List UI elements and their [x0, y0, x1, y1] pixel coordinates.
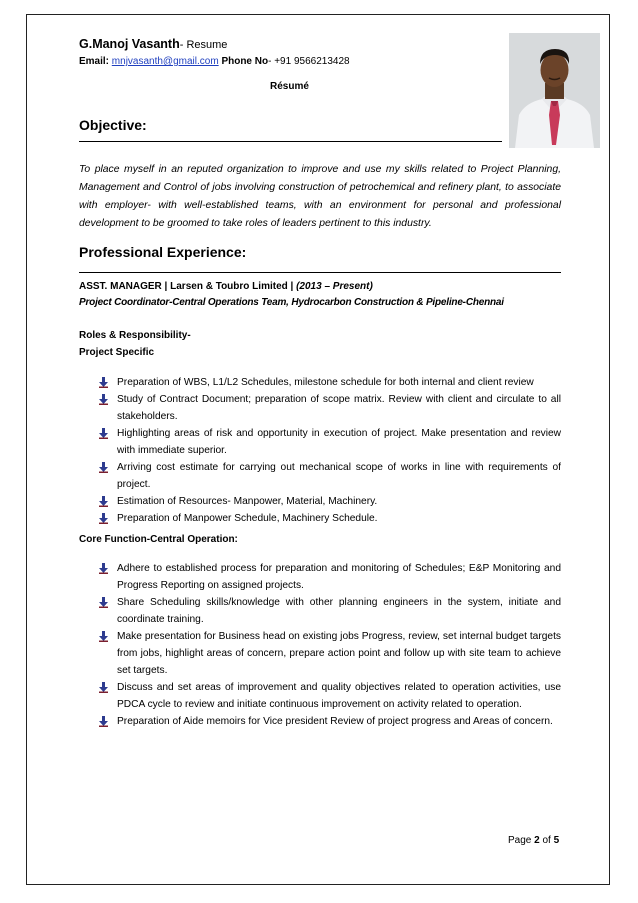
page-number — [508, 835, 559, 846]
page-label: Page — [508, 835, 532, 846]
list-item: Estimation of Resources- Manpower, Material, Machinery. — [98, 493, 561, 510]
project-specific-list — [98, 374, 561, 527]
phone-label: Phone No — [221, 56, 269, 67]
experience-heading: Professional Experience: — [79, 244, 247, 260]
bullet-arrow-icon — [98, 563, 109, 574]
email-label: Email: — [79, 56, 110, 67]
page-of: of — [542, 835, 551, 846]
list-item: Preparation of Aide memoirs for Vice president Review of project progress and Areas of concern. — [98, 713, 561, 730]
bullet-arrow-icon — [98, 597, 109, 608]
bullet-arrow-icon — [98, 631, 109, 642]
phone-number: - +91 9566213428 — [268, 56, 350, 67]
project-specific-heading: Project Specific — [79, 347, 155, 358]
candidate-name: G.Manoj Vasanth — [79, 37, 180, 51]
position-line — [79, 281, 373, 292]
list-item: Adhere to established process for preparation and monitoring of Schedules; E&P Monitoring and Progress Reporting on assigned projects. — [98, 560, 561, 594]
bullet-arrow-icon — [98, 394, 109, 405]
position-period: (2013 – Present) — [296, 281, 373, 292]
contact-line — [79, 56, 350, 67]
list-item: Study of Contract Document; preparation of scope matrix. Review with client and circulate to all stakeholders. — [98, 391, 561, 425]
email-link[interactable]: mnjvasanth@gmail.com — [111, 56, 219, 67]
bullet-arrow-icon — [98, 377, 109, 388]
name-line — [79, 37, 227, 51]
name-suffix: - Resume — [179, 39, 228, 51]
list-item: Highlighting areas of risk and opportunity in execution of project. Make presentation and review with immediate superior. — [98, 425, 561, 459]
list-item: Preparation of Manpower Schedule, Machinery Schedule. — [98, 510, 561, 527]
core-function-list — [98, 560, 561, 730]
resume-title: Résumé — [270, 81, 309, 92]
objective-heading: Objective: — [79, 117, 147, 133]
bullet-arrow-icon — [98, 428, 109, 439]
profile-photo — [509, 33, 600, 148]
objective-text: To place myself in an reputed organization to improve and use my skills related to Project Planning, Management and Control of jobs involving construction of petrochemical and refinery plant, to associate with employer- with well-established teams, with an environment for personal and professional development to be groomed to take roles of leaders pertinent to this industry. — [79, 164, 561, 229]
bullet-arrow-icon — [98, 716, 109, 727]
list-item: Arriving cost estimate for carrying out mechanical scope of works in line with requirements of project. — [98, 459, 561, 493]
person-portrait-icon — [509, 33, 600, 148]
list-item: Share Scheduling skills/knowledge with other planning engineers in the system, initiate and coordinate training. — [98, 594, 561, 628]
experience-divider — [79, 272, 561, 273]
page-total: 5 — [553, 835, 560, 846]
list-item: Make presentation for Business head on existing jobs Progress, review, set internal budget targets from jobs, highlight areas of concern, prepare action point and follow up with site team to achieve set targets. — [98, 628, 561, 679]
core-function-heading: Core Function-Central Operation: — [79, 534, 238, 545]
list-item: Preparation of WBS, L1/L2 Schedules, milestone schedule for both internal and client review — [98, 374, 561, 391]
list-item: Discuss and set areas of improvement and quality objectives related to operation activities, use PDCA cycle to review and initiate continuous improvement on activity related to operation. — [98, 679, 561, 713]
bullet-arrow-icon — [98, 513, 109, 524]
bullet-arrow-icon — [98, 682, 109, 693]
position-title: ASST. MANAGER | Larsen & Toubro Limited | — [79, 281, 294, 292]
roles-heading: Roles & Responsibility- — [79, 330, 191, 341]
page-current: 2 — [534, 835, 540, 846]
bullet-arrow-icon — [98, 462, 109, 473]
role-line: Project Coordinator-Central Operations Team, Hydrocarbon Construction & Pipeline-Chennai — [79, 297, 504, 308]
bullet-arrow-icon — [98, 496, 109, 507]
objective-divider — [79, 141, 502, 142]
